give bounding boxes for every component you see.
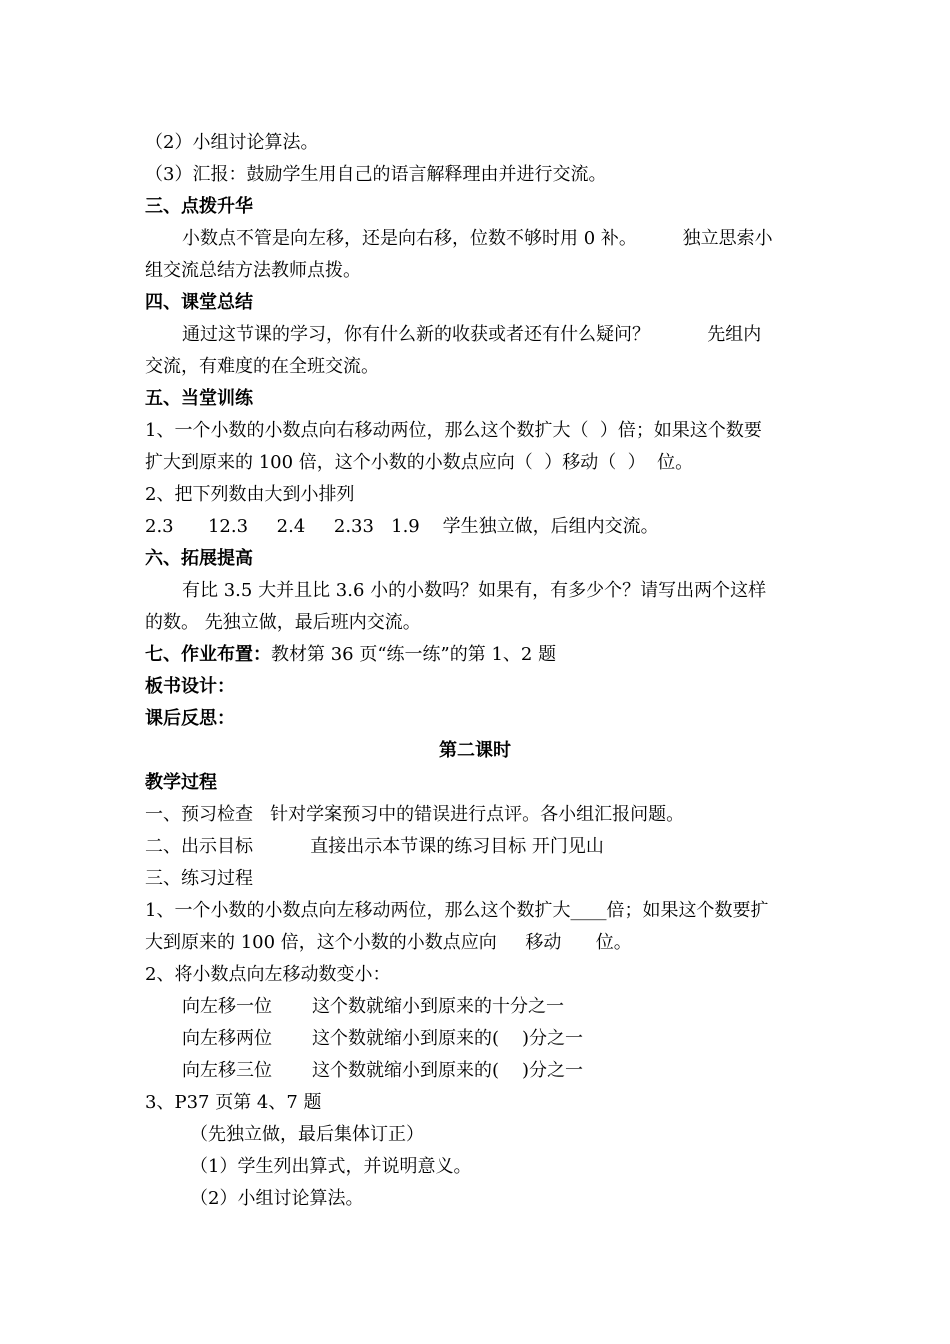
section-heading: 四、课堂总结 [145, 292, 253, 313]
text-line: 一、预习检查 针对学案预习中的错误进行点评。各小组汇报问题。 [145, 804, 685, 825]
text-line: （2）小组讨论算法。 [190, 1188, 364, 1209]
section-heading: 板书设计： [145, 676, 235, 697]
section-heading: 三、点拨升华 [145, 196, 253, 217]
text-line: 3、P37 页第 4、7 题 [145, 1092, 322, 1113]
section-heading: 课后反思： [145, 708, 235, 729]
text-line: 通过这节课的学习，你有什么新的收获或者还有什么疑问？ 先组内 [182, 324, 762, 345]
text-line: 组交流总结方法教师点拨。 [145, 260, 361, 281]
text-line: 2、把下列数由大到小排列 [145, 484, 355, 505]
section-heading: 教学过程 [145, 772, 217, 793]
section-heading: 七、作业布置： [145, 644, 271, 665]
text-line: 交流，有难度的在全班交流。 [145, 356, 379, 377]
text-line: 2、将小数点向左移动数变小： [145, 964, 391, 985]
text-line: 扩大到原来的 100 倍，这个小数的小数点应向（ ）移动（ ） 位。 [145, 452, 694, 473]
text-line: 的数。 先独立做，最后班内交流。 [145, 612, 421, 633]
text-line: 大到原来的 100 倍，这个小数的小数点应向 移动 位。 [145, 932, 632, 953]
text-line: 小数点不管是向左移，还是向右移，位数不够时用 0 补。 独立思索小 [182, 228, 773, 249]
text-line: 二、出示目标 直接出示本节课的练习目标 开门见山 [145, 836, 604, 857]
homework-line [145, 643, 810, 667]
text-line: 向左移两位 这个数就缩小到原来的( )分之一 [182, 1028, 583, 1049]
text-line: （3）汇报：鼓励学生用自己的语言解释理由并进行交流。 [145, 164, 607, 185]
text-line: 有比 3.5 大并且比 3.6 小的小数吗？如果有，有多少个？请写出两个这样 [182, 580, 767, 601]
homework-text: 教材第 36 页“练一练”的第 1、2 题 [271, 644, 557, 665]
lesson-title: 第二课时 [439, 740, 511, 761]
text-line: （1）学生列出算式，并说明意义。 [190, 1156, 472, 1177]
text-line: 向左移三位 这个数就缩小到原来的( )分之一 [182, 1060, 583, 1081]
section-heading: 五、当堂训练 [145, 388, 253, 409]
text-line: （先独立做，最后集体订正） [190, 1124, 424, 1145]
text-line: 向左移一位 这个数就缩小到原来的十分之一 [182, 996, 565, 1017]
text-line: 三、练习过程 [145, 868, 253, 889]
text-line: 1、一个小数的小数点向左移动两位，那么这个数扩大____倍；如果这个数要扩 [145, 900, 769, 921]
text-line: （2）小组讨论算法。 [145, 132, 319, 153]
text-line: 2.3 12.3 2.4 2.33 1.9 学生独立做，后组内交流。 [145, 516, 659, 537]
text-line: 1、一个小数的小数点向右移动两位，那么这个数扩大（ ）倍；如果这个数要 [145, 420, 762, 441]
section-heading: 六、拓展提高 [145, 548, 253, 569]
